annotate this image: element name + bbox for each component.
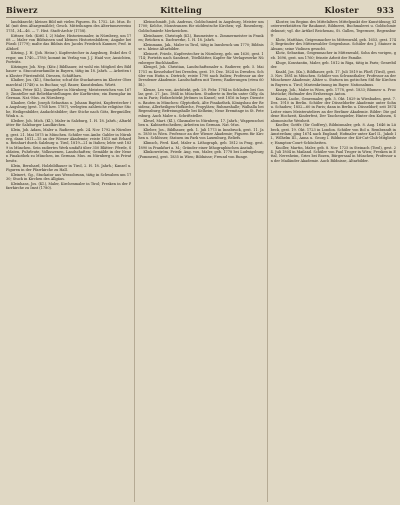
paragraph: Klotz, Matthias, Geigenmacher in Mittenwald, geb. 1653, gest. 1743; Begründer des Mittenwalder Geigenbaus. Schüler des J. Stainer in Absam; seine Violinen gesucht. xyxy=(270,37,396,51)
paragraph: Kleinschmidt, Joh. Andreas, Goldschmied in Augsburg, Meister um 1700; Kelche, Monstranzen für süddeutsche Kirchen; vgl. Rosenberg, Goldschmiede Merkzeichen. xyxy=(138,20,264,33)
paragraph: Klenze, Leo von, Architekt, geb. 29. Febr. 1784 in Schladen bei Goslar, gest. 27. Jan. 1864 in München. Studierte in Berlin unter Gilly, dann in Paris; Hofarchitekt Jérômes in Kassel; seit 1816 in bayr. Diensten. Bauten in München: Glyptothek, Alte Pinakothek, Königsbau der Residenz, Allerheiligen-Hofkirche, Propyläen; Ruhmeshalle; Walhalla bei Regensburg; Befreiungshalle bei Kelheim; Neue Eremitage in St. Petersburg. Auch Maler u. Schriftsteller. xyxy=(138,87,264,118)
paragraph: Knapp, Joh., Maler in Wien, geb. 1778, gest. 1833; Blumen- u. Fruchtstücke; Hofmaler des Erzherzogs Anton. xyxy=(270,87,396,96)
paragraph: Kleinmann, Jak., Maler in Tirol, tätig in Innsbruck um 1770; Bildnisse u. kleine Altarbilder. xyxy=(138,42,264,52)
running-header xyxy=(6,3,394,18)
paragraph: Knabl, Jos. (Kn.), Bildhauer, geb. 17. Juli 1819 in Fließ (Tirol), gest. 3. Nov. 1881 in München. Schüler von Schwanthaler; Professor an der Münchener Akademie; Altäre u. Statuen im gotischen Stil für Kirchen in Bayern u. Tirol; Marienkrönung im Bayer. Nationalmus. xyxy=(270,69,396,87)
paragraph: Klauber, Gebr. Joseph Sebastian u. Johann Baptist, Kupferstecher in Augsburg (gest. 1768 bzw. 1787), verlegten zahlreiche religiöse Stiche, Heiligenbilder, Andachtsbilder; ihre Stiche nach Götz, Bergmüller, Wink u. a. xyxy=(6,101,132,119)
paragraph: Kleinert, Friedr., Kupferstecher in Nürnberg, geb. um 1630, gest. 1714; Porträts nach Sandrart, Titelblätter, Kupfer für Verlagswerke Nürnberger Buchhändler. xyxy=(138,51,264,65)
header-right-keyword: Kloster xyxy=(324,5,359,15)
paragraph: Klotz, Sebastian, Geigenmacher in Mittenwald, Sohn des vorigen, geb. 1696, gest. um 1760; feinste Arbeit der Familie. xyxy=(270,51,396,60)
paragraph: Kleiber, Joh. Mich. (Kl.), Maler in Salzburg, 1. H. 18. Jahrh.; Altarblätter für Salzburger Landkirchen. xyxy=(6,118,132,128)
paragraph: Klein, Bernhard, Holzbildhauer in Tirol, 2. H. 18. Jahrh.; Kanzel u. Figuren in der Pfarrkirche zu Hall. xyxy=(6,163,132,172)
header-left-keyword: Biwerz xyxy=(6,5,38,15)
paragraph: Kitzing, J. H. (Joh. Heinr.). Kupferstecher in Augsburg, Enkel des Gregor, um 1740—1780; kommt im Verlag von J. J. Haid vor; Ansichten, Porträts. xyxy=(6,51,132,65)
paragraph: Knaus, Ludw., Genremaler, geb. 5. Okt. 1829 in Wiesbaden, gest. 7. Dez. 1910 in Berlin. Schüler der Düsseldorfer Akademie unter Sohn u. Schadow; 1852—60 in Paris; dann in Berlin u. Düsseldorf; seit 1874 Leiter eines Meisterateliers an der Berliner Akademie. Bilder: Die goldene Hochzeit, Kinderfest, Der Taschenspieler, Hinter den Kulissen, Salomonische Weisheit. xyxy=(270,96,396,123)
text-column-2 xyxy=(134,20,263,502)
paragraph: Kloster, im Beginn des Mittelalters Mittelpunkt der Kunstübung; Klosterwerkstätten für Baukunst, Bildnerei, Buchmalerei u. Goldschmiedekunst; vgl. die Artikel Reichenau, St. Gallen, Tegernsee, Regensburg. xyxy=(270,20,396,38)
paragraph: Kitzinger, Joh. Nep. (Kitz.) Bildhauer, ist wohl ein Mitglied des Bildhauer- u. Stuccateurfamilie in Bayern, tätig im 18. Jahrh. — Arbeiten in Kloster Fürstenfeld, Diessen, Schäftlarn. xyxy=(6,64,132,78)
paragraph: Klimsch, Ferd. Karl, Maler u. Lithograph, geb. 1812 in Prag, gest. 1890 in Frankfurt a. M.; Gründer einer lithographischen Anstalt. xyxy=(138,141,264,150)
paragraph: Klinkowström, Friedr. Aug. von, Maler, geb. 1778 bei Ludwigsburg (Pommern), gest. 1835 in Wien; Bildnisse; Freund von Runge. xyxy=(138,150,264,159)
page-number: 933 xyxy=(376,5,394,15)
paragraph: Kittner, Seb. (Kittl. I, 2) Maler, Historienmaler, in Nürnberg, um 1768 — Maler von Bildnissen und kleinen Historienbildern; Angabe bei Füssli (1779); malte das Bildnis des Jacobs Friedrich Kanmer, Prof. in Altdorf. xyxy=(6,33,132,51)
paragraph: Klaus, Peter (Kl.), Zinngießer in Nürnberg; Meisterzeichen von 1675; Zinnteller mit Reliefdarstellungen der Kurfürsten; ein Exemplar im German. Nat.-Mus. zu Nürnberg. xyxy=(6,87,132,101)
header-center-keyword: Kitteling xyxy=(160,5,202,15)
paragraph: Klieber, Jos., Bildhauer, geb. 1. Juli 1773 in Innsbruck, gest. 11. Jan. 1850 in Wien. Professor an der Wiener Akademie; Figuren für Kirchen u. Schlösser, Statuen im Park von Laxenburg, Reliefs. xyxy=(138,127,264,141)
paragraph: Klesel, Mart. (Kl.), Glasmaler in Nürnberg, 17. Jahrh.; Wappenscheiben u. Kabinettscheiben; Arbeiten im German. Nat.-Mus. xyxy=(138,118,264,127)
paragraph: Kleinert, Gg., Stuckator aus Wessobrunn, tätig in Schwaben um 1730; Stuck in Kirchen des Allgäus. xyxy=(6,172,132,182)
paragraph: Klaiber, Jos. (Kl.), Stuckator, schuf die Stuckaturen im Kloster Obermarchtal (1748) u. in Buchau; vgl. Bauer, Kunstdenkm. Württ. xyxy=(6,78,132,87)
paragraph: Klengel, Joh. Christian, Landschaftsmaler u. Radierer, geb. 5. Mai 1751 zu Kesselsdorf bei Dresden, gest. 19. Dez. 1824 in Dresden. Schüler von Hutin u. Dietrich; reiste 1790 nach Italien; Professor an der Dresdener Akademie. Landschaften mit Tieren; Radierungen (etwa 60 Bl.). xyxy=(138,65,264,87)
text-column-3 xyxy=(267,20,396,502)
paragraph: Kleinhans, Jos. (Kl.), Maler, Kirchenmaler in Tirol; Fresken in der Pfarrkirche zu Imst (1780). xyxy=(6,181,132,191)
paragraph: Klein, Joh. Adam, Maler u. Radierer, geb. 24. Nov. 1792 in Nürnberg, gest. 21. Mai 1875 in München. Schüler von Ambr. Gabler in Nürnberg, dann 1811—15 an der Wiener Akademie; reiste 1815 mit Erhard u. Reinhart durch Salzburg u. Tirol, 1819—21 in Italien; lebte seit 1839 in München. Sein radiertes Werk umfaßt über 350 Blätter: Pferde, Soldaten, Fuhrleute, Volksszenen, Landschaften; Gemälde in der Neuen Pinakothek zu München, im German. Mus. zu Nürnberg u. in Privatbesitz. xyxy=(6,128,132,163)
text-columns xyxy=(6,20,396,502)
paragraph: Kluge, Konstantin, Maler, geb. 1812 in Riga, tätig in Paris; Genrebilder. xyxy=(270,60,396,69)
paragraph: Kneller, Gottfr. (Sir Godfrey), Bildnismaler, geb. 8. Aug. 1646 in Lübeck, gest. 19. Okt. 1723 in London. Schüler von Bol u. Rembrandt in Amsterdam; ging 1674 nach England; Hofmaler unter Karl II., Jakob II., Wilhelm III., Anna u. Georg I. Bildnisse der Kit-Cat-Club-Mitglieder; Hampton-Court-Schönheiten. xyxy=(270,123,396,145)
text-column-1 xyxy=(6,20,131,502)
paragraph: Knoller, Martin, Maler, geb. 8. Nov. 1725 in Steinach (Tirol), gest. 24. Juli 1804 in Mailand. Schüler von Paul Troger in Wien; Fresken in Ettal, Neresheim, Gries bei Bozen, Bürgersaal in München; Professor an der Mailänder Akademie. Auch Bildnisse, Altarbilder. xyxy=(270,145,396,163)
paragraph: Kleinhauer, Christoph (Kl.), Baumeister u. Zimmermeister in Franken; Brücken u. Dachwerke, 1. H. 18. Jahrh. xyxy=(138,33,264,42)
paragraph: landsknecht; kleines Bild mit vielen Figuren. Es. 1752. Lit. Mus. Eckf. (mit dem Altargemälde); Gesch. Mitteilungen des Altertumsvereins 1751, 34—46. — 7. Hist. Stadt-Archiv (1758). xyxy=(6,20,132,33)
